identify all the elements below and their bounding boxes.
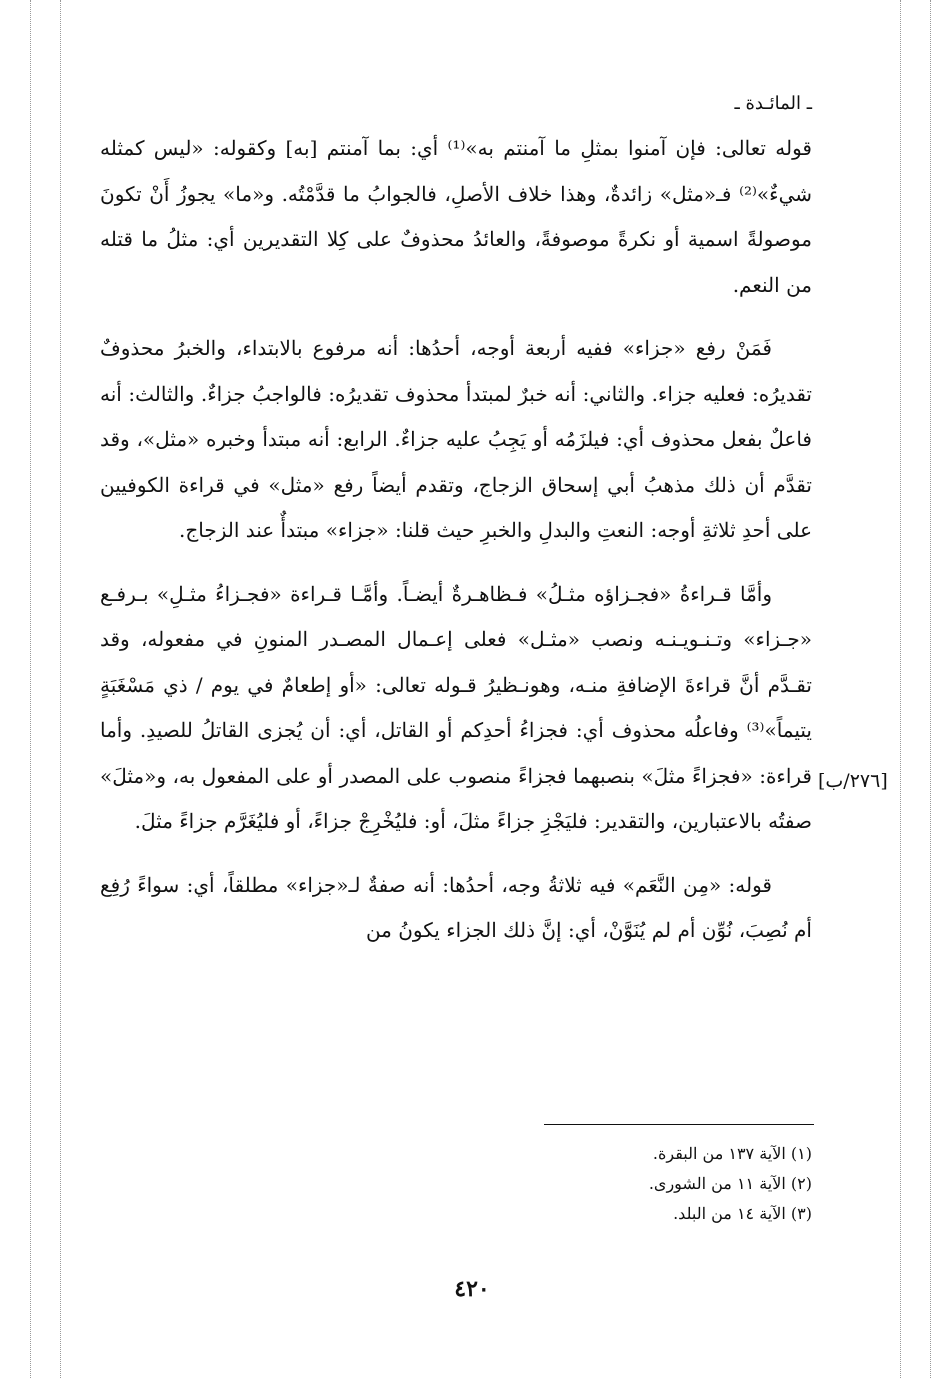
scan-edge-line xyxy=(900,0,901,1378)
scan-edge-line xyxy=(30,0,31,1378)
footnote-1: (١) الآية ١٣٧ من البقرة. xyxy=(652,1144,812,1163)
folio-margin-note: [٢٧٦/ب] xyxy=(818,770,888,792)
footnotes xyxy=(460,1139,812,1229)
paragraph-4: قوله: «مِن النَّعَم» فيه ثلاثةُ وجه، أحدُها: أنه صفةٌ لـ«جزاء» مطلقاً، أي: سواءً رُفِع أم نُصِبَ، نُوِّن أم لم يُنَوَّنْ، أي: إنَّ ذلك الجزاء يكونُ من xyxy=(100,872,812,942)
footnote-separator xyxy=(544,1124,814,1125)
scan-edge-line xyxy=(60,0,61,1378)
running-header: ـ المائـدة ـ xyxy=(734,93,812,114)
footnote-2: (٢) الآية ١١ من الشورى. xyxy=(648,1174,812,1193)
page-number: ٤٢٠ xyxy=(454,1276,490,1302)
paragraph-1: قوله تعالى: فإن آمنوا بمثلِ ما آمنتم به»⁽¹⁾ أي: بما آمنتم [به] وكقوله: «ليس كمثله شيءٌ»⁽²⁾ فـ«مثل» زائدةٌ، وهذا خلاف الأصلِ، فالجوابُ ما قدَّمْتُه. و«ما» يجوزُ أَنْ تكونَ موصولةً اسمية أو نكرةً موصوفةً، والعائدُ محذوفٌ على كِلا التقديرين أي: مثلُ ما قتله من النعم. xyxy=(100,136,812,297)
scan-edge-line xyxy=(930,0,931,1378)
paragraph-3: وأمَّا قـراءةُ «فجـزاؤه مثـلُ» فـظاهـرةٌ أيضـاً. وأمَّـا قـراءة «فجـزاءُ مثـلِ» بـرفـع «جـزاء» وتـنـويـنـه ونصب «مثـل» فعلى إعـمال المصـدر المنونِ في مفعوله، وقد تقـدَّم أنَّ قراءةَ الإضافةِ منـه، وهونـظيرُ قـوله تعالى: «أو إطعامٌ في يوم / ذي مَسْغَبَةٍ يتيماً»⁽³⁾ وفاعلُه محذوف أي: فجزاءُ أحدِكم أو القاتل، أي: أن يُجزى القاتلُ للصيدِ. وأما قراءة: «فجزاءً مثلَ» بنصبهما فجزاءً منصوب على المصدر أو على المفعول به، و«مثلَ» صفتُه بالاعتبارين، والتقدير: فليَجْزِ جزاءً مثلَ، أو: فليُخْرِجْ جزاءً، أو فليُغَرَّم جزاءً مثلَ. xyxy=(100,581,812,833)
main-text xyxy=(100,126,812,972)
footnote-3: (٣) الآية ١٤ من البلد. xyxy=(673,1204,812,1223)
paragraph-2: فَمَنْ رفع «جزاء» ففيه أربعة أوجه، أحدُها: أنه مرفوع بالابتداء، والخبرُ محذوفٌ تقديرُه: فعليه جزاء. والثاني: أنه خبرٌ لمبتدأ محذوف تقديرُه: فالواجبُ جزاءٌ. والثالث: أنه فاعلٌ بفعل محذوف أي: فيلزَمُه أو يَجِبُ عليه جزاءٌ. الرابع: أنه مبتدأ وخبره «مثل»، وقد تقدَّم أن ذلك مذهبُ أبي إسحاق الزجاج، وتقدم أيضاً رفع «مثل» في قراءة الكوفيين على أحدِ ثلاثةِ أوجه: النعتِ والبدلِ والخبرِ حيث قلنا: «جزاء» مبتدأٌ عند الزجاج. xyxy=(100,336,812,542)
